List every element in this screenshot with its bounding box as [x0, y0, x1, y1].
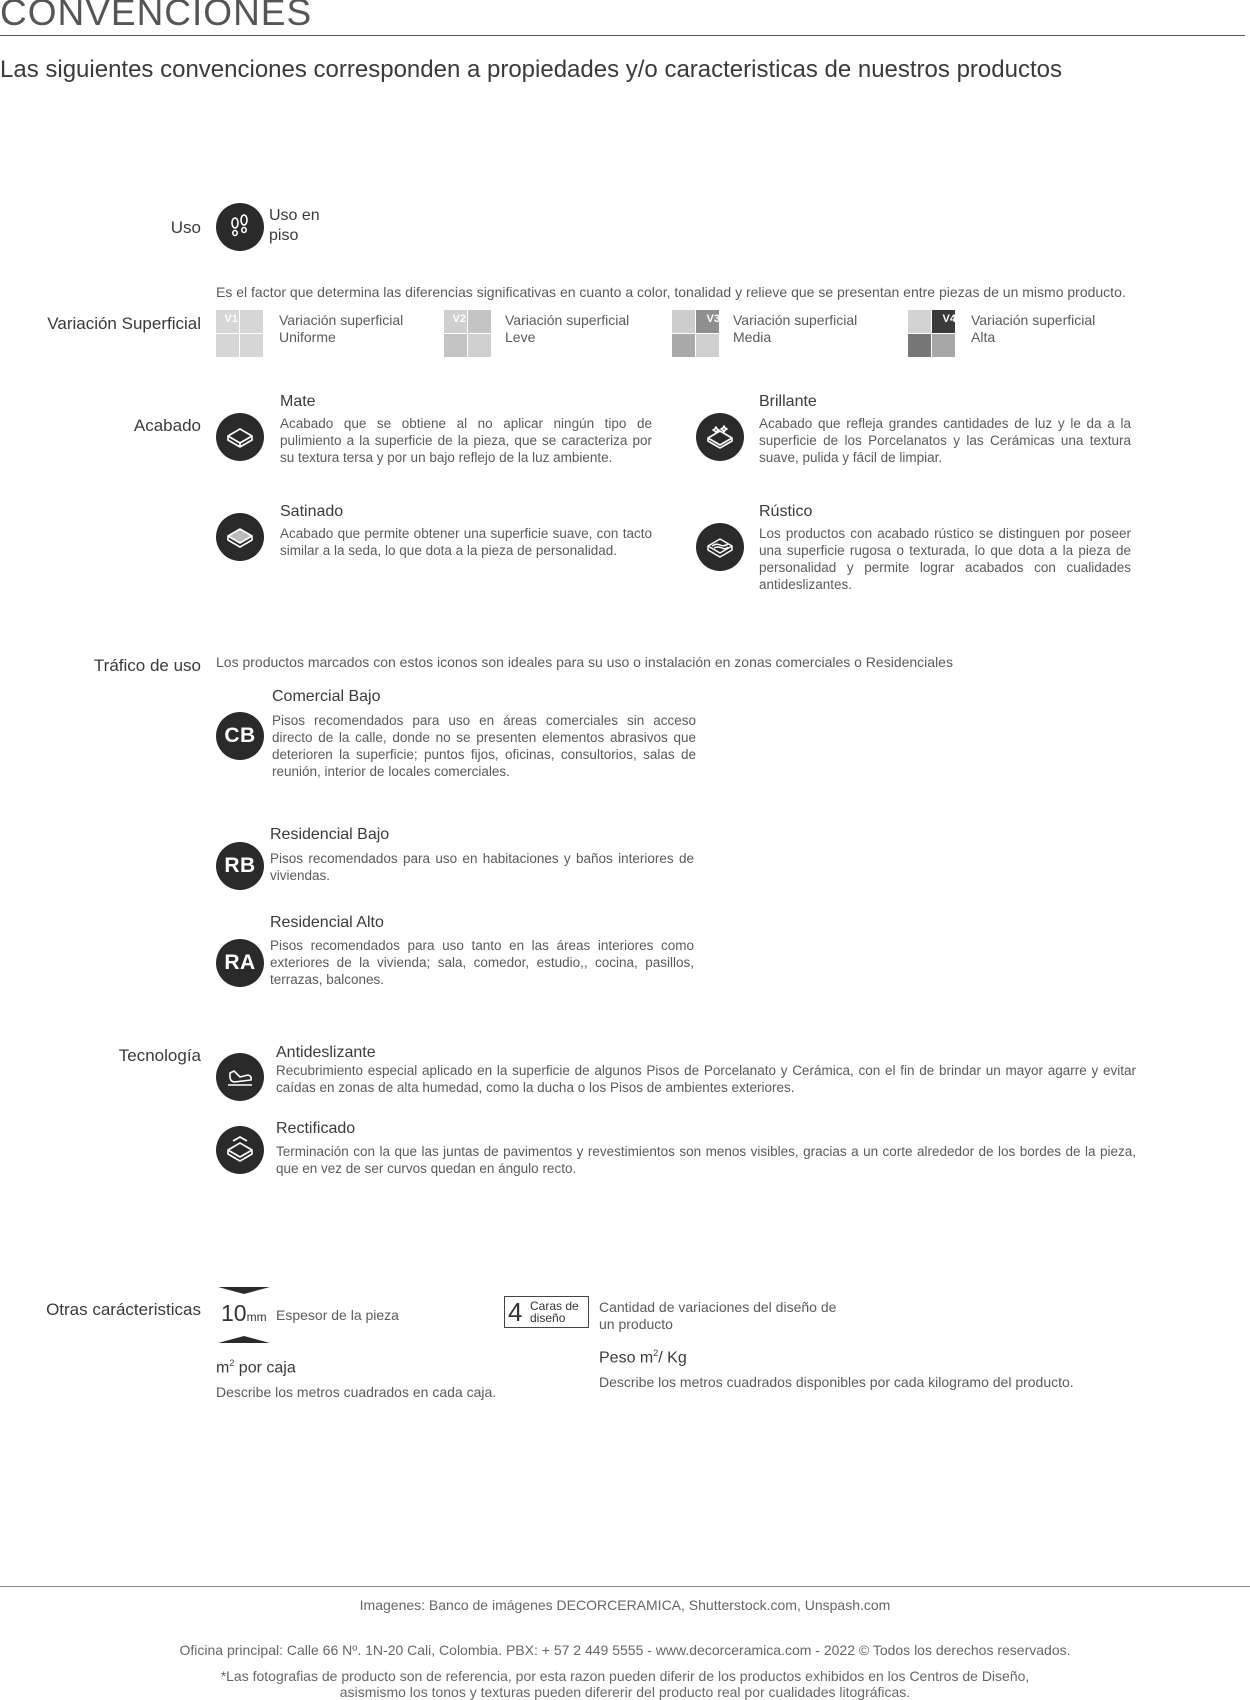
tecnologia-text: Recubrimiento especial aplicado en la superficie de algunos Pisos de Porcelanato y Cerámica, con el fin de brindar un mayor agarre y evitar caídas en zonas de alta humedad, como la ducha o los Pisos de ambientes exteriores.	[276, 1063, 1136, 1095]
swatch-cell	[468, 310, 491, 333]
espesor-unit: mm	[246, 1310, 267, 1324]
espesor-text: Espesor de la pieza	[276, 1307, 399, 1323]
uso-item-line1: Uso en	[269, 207, 320, 224]
swatch-cell	[444, 310, 467, 333]
footer-divider	[0, 1586, 1250, 1587]
tecnologia-label: Tecnología	[118, 1046, 201, 1065]
espesor-num: 10	[221, 1300, 247, 1326]
variacion-description: Es el factor que determina las diferencias significativas en cuanto a color, tonalidad y relieve que se presentan entre piezas de un mismo producto.	[216, 284, 1126, 300]
variacion-tag: V3	[706, 313, 720, 325]
page-title: CONVENCIONES	[0, 0, 313, 33]
variacion-item-v3	[672, 310, 719, 357]
peso-title-sup: 2	[653, 1348, 659, 1358]
trafico-title: Comercial Bajo	[272, 688, 381, 705]
rb-icon	[216, 842, 264, 890]
peso-text: Describe los metros cuadrados disponibles por cada kilogramo del producto.	[599, 1374, 1074, 1390]
acabado-title: Mate	[280, 393, 316, 410]
m2-title-pre: m	[216, 1359, 230, 1377]
peso-title	[599, 1348, 687, 1367]
traffic-code: RA	[224, 951, 256, 974]
caras-text-l1: Cantidad de variaciones del diseño de	[599, 1299, 837, 1315]
variacion-item-line2: Leve	[505, 329, 536, 345]
rustico-icon	[696, 523, 744, 571]
tecnologia-title: Antideslizante	[276, 1044, 376, 1061]
caras-text-l2: un producto	[599, 1316, 673, 1332]
variacion-item-line1: Variación superficial	[505, 312, 630, 328]
variacion-item-line1: Variación superficial	[971, 312, 1096, 328]
variacion-tag: V1	[224, 313, 238, 325]
trafico-description: Los productos marcados con estos iconos son ideales para su uso o instalación en zonas comerciales o Residenciales	[216, 654, 953, 670]
m2-title-post: por caja	[234, 1359, 296, 1377]
satinado-icon	[216, 513, 264, 561]
trafico-text: Pisos recomendados para uso tanto en las áreas interiores como exteriores de la vivienda; sala, comedor, estudio,, cocina, pasillos, terrazas, balcones.	[270, 938, 694, 987]
variacion-item-v2	[444, 310, 491, 357]
tecnologia-title: Rectificado	[276, 1120, 356, 1137]
swatch-cell	[932, 334, 955, 357]
acabado-label: Acabado	[133, 416, 201, 435]
swatch-cell	[672, 334, 695, 357]
variacion-item-line2: Alta	[971, 329, 996, 345]
acabado-text: Acabado que se obtiene al no aplicar ningún tipo de pulimiento a la superficie de la pieza, que se caracteriza por su textura tersa y por un bajo reflejo de la luz ambiente.	[280, 416, 652, 465]
variacion-swatch-v3	[672, 310, 719, 357]
swatch-cell	[216, 334, 239, 357]
page-subtitle: Las siguientes convenciones corresponden a propiedades y/o caracteristicas de nuestros productos	[0, 56, 1062, 83]
swatch-cell	[444, 334, 467, 357]
variacion-item-line2: Uniforme	[279, 329, 336, 345]
peso-title-pre: Peso m	[599, 1349, 654, 1367]
swatch-cell	[908, 334, 931, 357]
m2-title	[216, 1358, 296, 1377]
variacion-item-line1: Variación superficial	[279, 312, 404, 328]
uso-item-line2: piso	[269, 227, 299, 244]
caras-num: 4	[508, 1297, 523, 1327]
variacion-item-line2: Media	[733, 329, 772, 345]
footprints-icon	[216, 203, 264, 251]
swatch-cell	[240, 310, 263, 333]
footer-note-1: *Las fotografias de producto son de referencia, por esta razon pueden diferir de los productos exhibidos en los Centros de Diseño,	[220, 1668, 1030, 1684]
acabado-text: Acabado que refleja grandes cantidades de luz y le da a la superficie de los Porcelanatos y las Cerámicas una textura suave, pulida y fácil de limpiar.	[759, 416, 1131, 465]
swatch-cell	[932, 310, 955, 333]
caras-icon	[504, 1296, 589, 1328]
trafico-title: Residencial Alto	[270, 914, 384, 931]
acabado-text: Los productos con acabado rústico se distinguen por poseer una superficie rugosa o texturada, lo que dota a la pieza de personalidad y permite lograr acabados con cualidades antideslizantes.	[759, 526, 1131, 592]
variacion-swatch-v4	[908, 310, 955, 357]
trafico-text: Pisos recomendados para uso en habitaciones y baños interiores de viviendas.	[270, 851, 694, 883]
footer-office: Oficina principal: Calle 66 Nº. 1N-20 Cali, Colombia. PBX: + 57 2 449 5555 - www.decorceramica.com - 2022 © Todos los derechos reservados.	[179, 1642, 1071, 1658]
footer-images: Imagenes: Banco de imágenes DECORCERAMICA, Shutterstock.com, Unspash.com	[359, 1597, 891, 1613]
variacion-item-v1	[216, 310, 263, 357]
variacion-swatch-v2	[444, 310, 491, 357]
acabado-title: Brillante	[759, 393, 817, 410]
antideslizante-icon	[216, 1053, 264, 1101]
trafico-title: Residencial Bajo	[270, 826, 390, 843]
uso-label: Uso	[170, 218, 201, 237]
trafico-label: Tráfico de uso	[93, 656, 201, 675]
ra-icon	[216, 939, 264, 987]
swatch-cell	[908, 310, 931, 333]
swatch-cell	[696, 310, 719, 333]
acabado-title: Satinado	[280, 503, 344, 520]
caras-l1: Caras de	[530, 1299, 579, 1313]
footer-note-2: asismismo los tonos y texturas pueden difererir del producto real por cualidades litográficas.	[339, 1684, 911, 1700]
cb-icon	[216, 712, 264, 760]
swatch-cell	[696, 334, 719, 357]
rectificado-icon	[216, 1126, 264, 1174]
brillante-icon	[696, 413, 744, 461]
swatch-cell	[672, 310, 695, 333]
swatch-cell	[216, 310, 239, 333]
variacion-item-line1: Variación superficial	[733, 312, 858, 328]
header-divider	[0, 35, 1245, 36]
traffic-code: CB	[224, 724, 256, 747]
traffic-code: RB	[224, 854, 256, 877]
acabado-text: Acabado que permite obtener una superficie suave, con tacto similar a la seda, lo que dota a la pieza de personalidad.	[280, 526, 652, 558]
peso-title-post: / Kg	[658, 1349, 687, 1367]
espesor-value	[221, 1300, 267, 1327]
tecnologia-text: Terminación con la que las juntas de pavimentos y revestimientos son menos visibles, gracias a un corte alrededor de los bordes de la pieza, que en vez de ser curvos quedan en ángulo recto.	[276, 1144, 1136, 1176]
caras-l2: diseño	[530, 1311, 566, 1325]
variacion-label: Variación Superficial	[47, 314, 201, 333]
acabado-title: Rústico	[759, 503, 813, 520]
variacion-item-v4	[908, 310, 955, 357]
mate-icon	[216, 413, 264, 461]
m2-text: Describe los metros cuadrados en cada caja.	[216, 1384, 497, 1400]
swatch-cell	[468, 334, 491, 357]
trafico-text: Pisos recomendados para uso en áreas comerciales sin acceso directo de la calle, donde no se presenten elementos abrasivos que deterioren la superficie; puntos fijos, oficinas, consultorios, salas de reunión, interior de locales comerciales.	[272, 713, 696, 779]
variacion-swatch-v1	[216, 310, 263, 357]
swatch-cell	[240, 334, 263, 357]
variacion-tag: V4	[942, 313, 956, 325]
m2-title-sup: 2	[229, 1358, 235, 1368]
otras-label: Otras carácteristicas	[46, 1300, 201, 1319]
variacion-tag: V2	[452, 313, 466, 325]
